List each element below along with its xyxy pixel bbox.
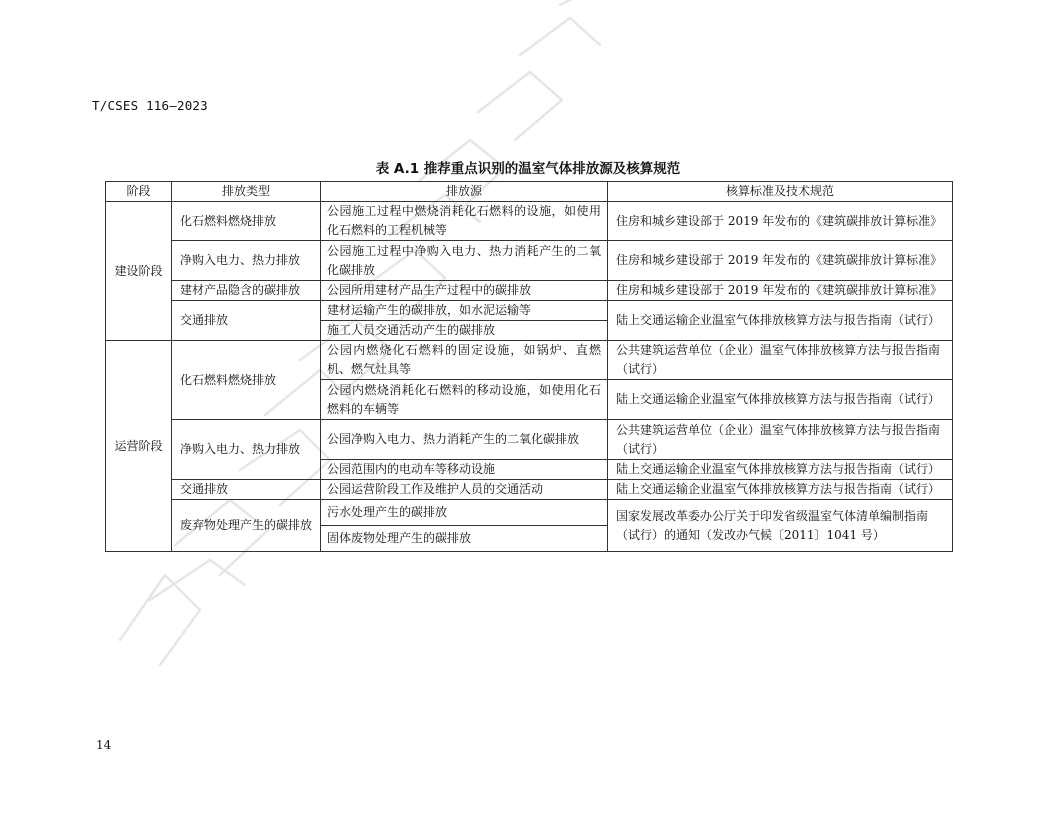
stage-construction: 建设阶段 (106, 202, 172, 341)
header-standard: 核算标准及技术规范 (608, 182, 953, 202)
emission-source-cell: 公园内燃烧消耗化石燃料的移动设施，如使用化石燃料的车辆等 (321, 380, 608, 420)
standard-cell: 国家发展改革委办公厅关于印发省级温室气体清单编制指南（试行）的通知（发改办气候〔2011〕1041 号） (608, 500, 953, 552)
emission-type-cell: 净购入电力、热力排放 (172, 241, 321, 281)
table-row (106, 202, 953, 241)
standard-cell: 陆上交通运输企业温室气体排放核算方法与报告指南（试行） (608, 480, 953, 500)
emission-source-cell: 污水处理产生的碳排放 (321, 500, 608, 526)
standard-cell: 住房和城乡建设部于 2019 年发布的《建筑碳排放计算标准》 (608, 281, 953, 301)
standard-cell: 公共建筑运营单位（企业）温室气体排放核算方法与报告指南（试行） (608, 341, 953, 380)
emission-source-cell: 公园内燃烧化石燃料的固定设施，如锅炉、直燃机、燃气灶具等 (321, 341, 608, 380)
table-row (106, 341, 953, 380)
standard-cell: 陆上交通运输企业温室气体排放核算方法与报告指南（试行） (608, 460, 953, 480)
table-row (106, 420, 953, 460)
standard-cell: 住房和城乡建设部于 2019 年发布的《建筑碳排放计算标准》 (608, 241, 953, 281)
header-emission-type: 排放类型 (172, 182, 321, 202)
header-emission-source: 排放源 (321, 182, 608, 202)
emission-type-cell: 净购入电力、热力排放 (172, 420, 321, 480)
emission-source-cell: 施工人员交通活动产生的碳排放 (321, 321, 608, 341)
header-stage: 阶段 (106, 182, 172, 202)
standard-cell: 陆上交通运输企业温室气体排放核算方法与报告指南（试行） (608, 301, 953, 341)
table-row (106, 301, 953, 321)
emission-source-cell: 固体废物处理产生的碳排放 (321, 526, 608, 552)
emission-source-cell: 公园所用建材产品生产过程中的碳排放 (321, 281, 608, 301)
emission-sources-table (105, 181, 953, 552)
emission-type-cell: 建材产品隐含的碳排放 (172, 281, 321, 301)
table-row (106, 480, 953, 500)
table-row (106, 241, 953, 281)
table-title: 表 A.1 推荐重点识别的温室气体排放源及核算规范 (375, 161, 681, 177)
emission-source-cell: 建材运输产生的碳排放，如水泥运输等 (321, 301, 608, 321)
emission-type-cell: 交通排放 (172, 480, 321, 500)
table-row (106, 500, 953, 526)
stage-operation: 运营阶段 (106, 341, 172, 552)
document-code: T/CSES 116—2023 (92, 98, 208, 113)
emission-type-cell: 交通排放 (172, 301, 321, 341)
emission-type-cell: 化石燃料燃烧排放 (172, 341, 321, 420)
emission-source-cell: 公园施工过程中燃烧消耗化石燃料的设施，如使用化石燃料的工程机械等 (321, 202, 608, 241)
emission-source-cell: 公园净购入电力、热力消耗产生的二氧化碳排放 (321, 420, 608, 460)
emission-source-cell: 公园运营阶段工作及维护人员的交通活动 (321, 480, 608, 500)
emission-type-cell: 化石燃料燃烧排放 (172, 202, 321, 241)
standard-cell: 陆上交通运输企业温室气体排放核算方法与报告指南（试行） (608, 380, 953, 420)
standard-cell: 住房和城乡建设部于 2019 年发布的《建筑碳排放计算标准》 (608, 202, 953, 241)
table-row (106, 281, 953, 301)
page-number: 14 (96, 738, 112, 752)
emission-type-cell: 废弃物处理产生的碳排放 (172, 500, 321, 552)
emission-source-cell: 公园施工过程中净购入电力、热力消耗产生的二氧化碳排放 (321, 241, 608, 281)
emission-source-cell: 公园范围内的电动车等移动设施 (321, 460, 608, 480)
standard-cell: 公共建筑运营单位（企业）温室气体排放核算方法与报告指南（试行） (608, 420, 953, 460)
table-header-row (106, 182, 953, 202)
